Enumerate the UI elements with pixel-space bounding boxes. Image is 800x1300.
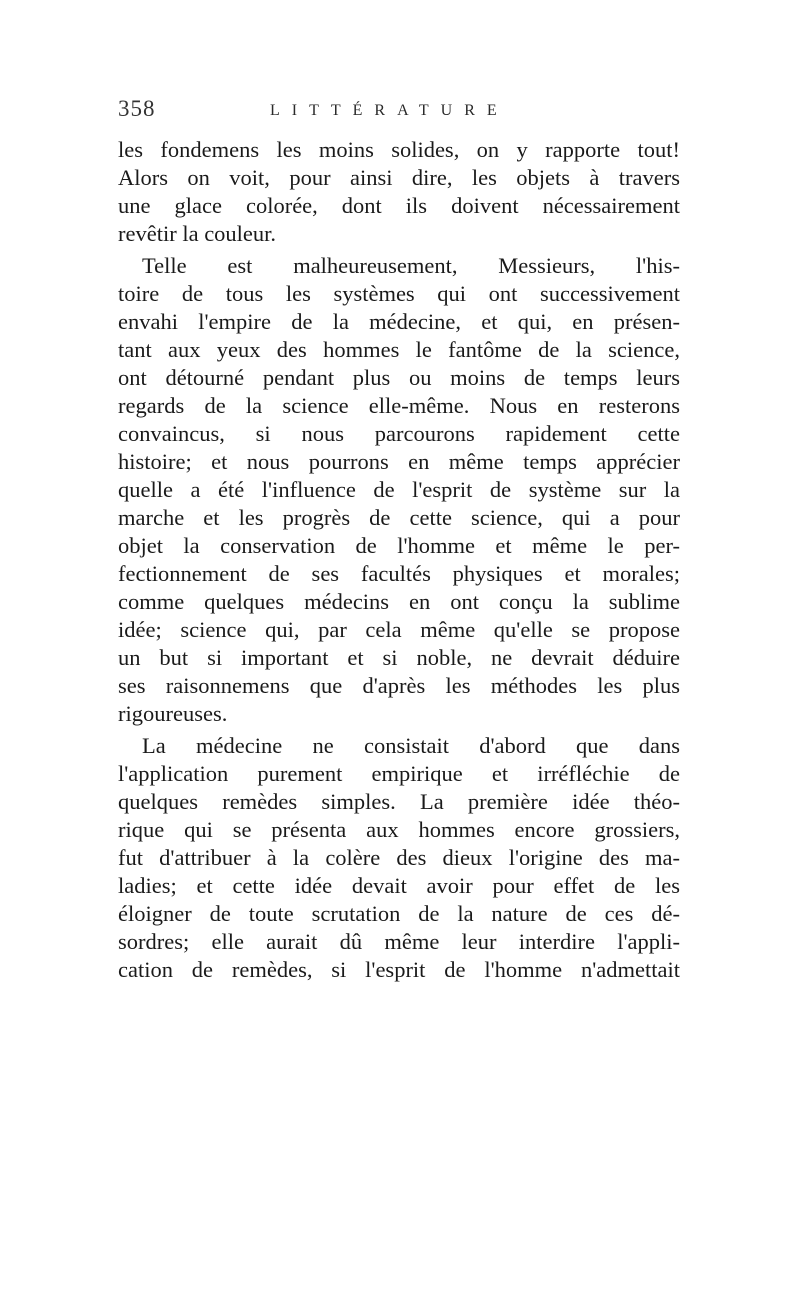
text-line: fectionnement de ses facultés physiques et morales; — [118, 561, 680, 586]
book-page — [118, 96, 680, 984]
text-line: revêtir la couleur. — [118, 221, 277, 246]
text-line: marche et les progrès de cette science, qui a pour — [118, 505, 680, 530]
text-line: éloigner de toute scrutation de la nature de ces dé- — [118, 901, 680, 926]
text-line: histoire; et nous pourrons en même temps apprécier — [118, 449, 680, 474]
text-line: rigoureuses. — [118, 701, 228, 726]
text-line: l'application purement empirique et irréfléchie de — [118, 761, 680, 786]
page-header — [118, 96, 680, 130]
paragraph-1 — [118, 136, 680, 248]
running-title: LITTÉRATURE — [270, 102, 509, 119]
text-line: ses raisonnemens que d'après les méthodes les plus — [118, 673, 680, 698]
text-line: idée; science qui, par cela même qu'elle se propose — [118, 617, 680, 642]
paragraph-2 — [118, 252, 680, 728]
page-number: 358 — [118, 96, 156, 121]
paragraph-3 — [118, 732, 680, 984]
text-line: ont détourné pendant plus ou moins de temps leurs — [118, 365, 680, 390]
text-line: comme quelques médecins en ont conçu la sublime — [118, 589, 680, 614]
text-line: quelques remèdes simples. La première idée théo- — [118, 789, 680, 814]
text-line: regards de la science elle-même. Nous en resterons — [118, 393, 680, 418]
text-line: Alors on voit, pour ainsi dire, les objets à travers — [118, 165, 680, 190]
text-line: envahi l'empire de la médecine, et qui, en présen- — [118, 309, 680, 334]
text-line: une glace colorée, dont ils doivent nécessairement — [118, 193, 680, 218]
body-text — [118, 136, 680, 984]
text-line: cation de remèdes, si l'esprit de l'homme n'admettait — [118, 957, 680, 982]
text-line: rique qui se présenta aux hommes encore grossiers, — [118, 817, 680, 842]
text-line: convaincus, si nous parcourons rapidement cette — [118, 421, 680, 446]
text-line: un but si important et si noble, ne devrait déduire — [118, 645, 680, 670]
text-line: les fondemens les moins solides, on y rapporte tout! — [118, 137, 680, 162]
text-line: toire de tous les systèmes qui ont successivement — [118, 281, 680, 306]
text-line: ladies; et cette idée devait avoir pour effet de les — [118, 873, 680, 898]
text-line: Telle est malheureusement, Messieurs, l'his- — [142, 253, 680, 278]
text-line: fut d'attribuer à la colère des dieux l'origine des ma- — [118, 845, 680, 870]
text-line: La médecine ne consistait d'abord que dans — [142, 733, 680, 758]
text-line: sordres; elle aurait dû même leur interdire l'appli- — [118, 929, 680, 954]
text-line: tant aux yeux des hommes le fantôme de la science, — [118, 337, 680, 362]
text-line: objet la conservation de l'homme et même le per- — [118, 533, 680, 558]
text-line: quelle a été l'influence de l'esprit de système sur la — [118, 477, 680, 502]
